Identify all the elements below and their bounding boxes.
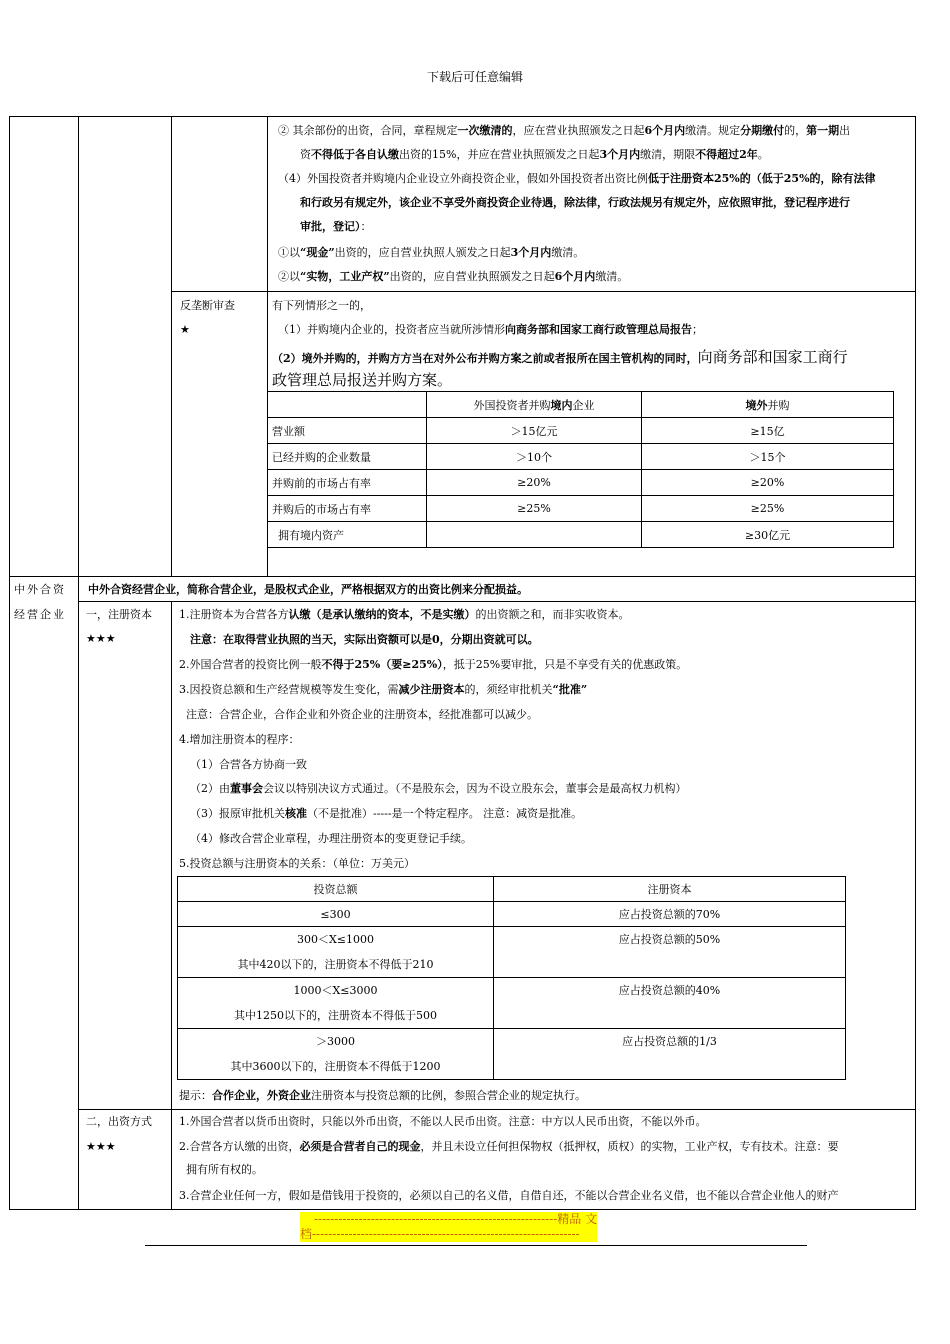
table-cell: ＞10个 <box>427 444 642 470</box>
table-cell: ≥20% <box>427 470 642 496</box>
table-cell: ≥25% <box>642 496 894 522</box>
table-cell: 营业额 <box>268 418 427 444</box>
antitrust-intro: 有下列情形之一的， <box>272 299 371 312</box>
table-row <box>268 522 894 548</box>
reg-p4-3: （3）报原审批机关核准（不是批准）-----是一个特定程序。 注意：减资是批准。 <box>190 807 583 820</box>
contrib-p3: 3.合营企业任何一方，假如是借钱用于投资的，必须以自己的名义借，自借自还，不能以合营企业名义借，也不能以合营企业他人的财产 <box>179 1189 839 1202</box>
table-cell: 300＜X≤1000 其中420以下的，注册资本不得低于210 <box>178 927 494 978</box>
table-cell: ≥30亿元 <box>642 522 894 548</box>
table-cell: 注册资本 <box>494 877 846 902</box>
reg-p5: 5.投资总额与注册资本的关系：（单位：万美元） <box>179 857 415 870</box>
table-row <box>178 902 846 927</box>
reg-p1: 1.注册资本为合营各方认缴（是承认缴纳的资本，不是实缴）的出资额之和，而非实收资本。 <box>179 608 630 621</box>
table-cell: ＞15亿元 <box>427 418 642 444</box>
page-header: 下载后可任意编辑 <box>426 70 523 84</box>
row-divider <box>78 1109 916 1110</box>
col-divider <box>171 601 172 1210</box>
table-cell: 并购后的市场占有率 <box>268 496 427 522</box>
row-divider <box>171 291 916 292</box>
contrib-p2: 2.合营各方认缴的出资，必须是合营者自己的现金，并且未设立任何担保物权（抵押权，质权）的实物，工业产权，专有技术。注意：要 <box>179 1140 839 1153</box>
antitrust-item-1: （1）并购境内企业的，投资者应当就所涉情形向商务部和国家工商行政管理总局报告； <box>278 323 703 336</box>
jv-category-label-1: 中外合资 <box>14 583 66 596</box>
table-cell: 应占投资总额的40% <box>494 978 846 1029</box>
contrib-p1: 1.外国合营者以货币出资时，只能以外币出资，不能以人民币出资。注意：中方以人民币出资，不能以外币。 <box>179 1115 707 1128</box>
table-row <box>268 470 894 496</box>
contrib-p2-cont: 拥有所有权的。 <box>186 1163 263 1176</box>
jv-category-label-2: 经营企业 <box>14 608 66 621</box>
contribution-label: 二，出资方式 <box>86 1115 152 1128</box>
reg-p4-4: （4）修改合营企业章程，办理注册资本的变更登记手续。 <box>190 832 472 845</box>
reg-p3: 3.因投资总额和生产经营规模等发生变化，需减少注册资本的，须经审批机关“批准” <box>179 683 588 696</box>
table-cell: 投资总额 <box>178 877 494 902</box>
col-divider <box>171 116 172 576</box>
table-row <box>178 978 846 1029</box>
top-line-6: ①以“现金”出资的，应自营业执照人颁发之日起3个月内缴清。 <box>278 246 585 259</box>
reg-p2: 2.外国合营者的投资比例一般不得于25%（要≥25%），抵于25%要审批，只是不享受有关的优惠政策。 <box>179 658 688 671</box>
footer-watermark: ------------------------------------------------------------精品 文 档------------------------------------------------------------------ <box>300 1212 598 1241</box>
reg-p4-2: （2）由董事会会议以特别决议方式通过。（不是股东会，因为不设立股东会，董事会是最高权力机构） <box>190 782 687 795</box>
col-divider <box>78 576 79 1210</box>
table-cell <box>268 392 427 418</box>
jv-summary: 中外合资经营企业，简称合营企业，是股权式企业，严格根据双方的出资比例来分配损益。 <box>88 583 528 596</box>
top-line-2: 资不得低于各自认缴出资的15%，并应在营业执照颁发之日起3个月内缴清，期限不得超过2年。 <box>300 148 769 161</box>
table-cell: ≥20% <box>642 470 894 496</box>
top-line-5: 审批，登记）： <box>300 220 372 233</box>
table-cell: 并购前的市场占有率 <box>268 470 427 496</box>
table-cell: 应占投资总额的50% <box>494 927 846 978</box>
investment-capital-table <box>177 876 846 1080</box>
table-header-row <box>268 392 894 418</box>
table-cell: 1000＜X≤3000 其中1250以下的，注册资本不得低于500 <box>178 978 494 1029</box>
antitrust-stars: ★ <box>180 323 190 336</box>
table-cell: 拥有境内资产 <box>268 522 427 548</box>
footer-rule <box>145 1245 807 1246</box>
top-line-1: ② 其余部份的出资，合同，章程规定一次缴清的，应在营业执照颁发之日起6个月内缴清。规定分期缴付的，第一期出 <box>278 124 851 137</box>
table-cell: ≥25% <box>427 496 642 522</box>
top-line-7: ②以“实物，工业产权”出资的，应自营业执照颁发之日起6个月内缴清。 <box>278 270 629 283</box>
antitrust-threshold-table <box>267 391 894 548</box>
table-row <box>268 496 894 522</box>
col-divider <box>78 116 79 576</box>
contribution-stars: ★★★ <box>86 1140 116 1153</box>
table-cell: 应占投资总额的70% <box>494 902 846 927</box>
table-cell: ＞3000 其中3600以下的，注册资本不得低于1200 <box>178 1029 494 1080</box>
reg-p3-note: 注意：合营企业，合作企业和外资企业的注册资本，经批准都可以减少。 <box>186 708 538 721</box>
table-cell: 应占投资总额的1/3 <box>494 1029 846 1080</box>
top-line-3: （4）外国投资者并购境内企业设立外商投资企业，假如外国投资者出资比例低于注册资本25%的（低于25%的，除有法律 <box>278 172 876 185</box>
top-line-4: 和行政另有规定外，该企业不享受外商投资企业待遇，除法律，行政法规另有规定外，应依照审批，登记程序进行 <box>300 196 850 209</box>
reg-p1-note: 注意：在取得营业执照的当天，实际出资额可以是0，分期出资就可以。 <box>190 633 539 646</box>
table-row <box>178 1029 846 1080</box>
table-row <box>268 418 894 444</box>
antitrust-item-2: （2）境外并购的，并购方方当在对外公布并购方案之前或者报所在国主管机构的同时，向商务部和国家工商行 <box>272 348 848 366</box>
table-cell: ≥15亿 <box>642 418 894 444</box>
table-row <box>268 444 894 470</box>
table-cell: ＞15个 <box>642 444 894 470</box>
table-row <box>178 927 846 978</box>
table-cell: 境外并购 <box>642 392 894 418</box>
row-divider <box>78 601 916 602</box>
reg-p4-1: （1）合营各方协商一致 <box>190 758 307 771</box>
reg-capital-label: 一，注册资本 <box>86 608 152 621</box>
reg-tip: 提示：合作企业，外资企业注册资本与投资总额的比例，参照合营企业的规定执行。 <box>179 1089 586 1102</box>
table-cell: 已经并购的企业数量 <box>268 444 427 470</box>
reg-p4: 4.增加注册资本的程序： <box>179 733 300 746</box>
row-divider <box>9 576 916 577</box>
table-cell: ≤300 <box>178 902 494 927</box>
reg-capital-stars: ★★★ <box>86 632 116 645</box>
table-header-row <box>178 877 846 902</box>
table-cell: 外国投资者并购境内企业 <box>427 392 642 418</box>
antitrust-item-2-cont: 政管理总局报送并购方案。 <box>272 371 453 389</box>
antitrust-label: 反垄断审查 <box>180 299 235 312</box>
table-cell <box>427 522 642 548</box>
